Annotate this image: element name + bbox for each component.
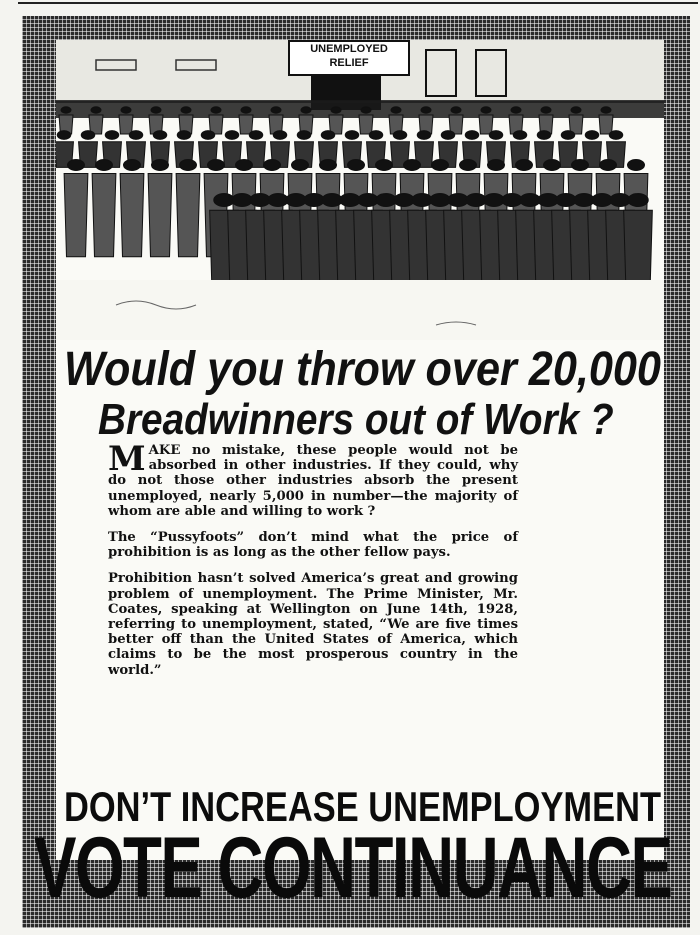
paragraph-1 (108, 439, 518, 519)
paragraph-2: The “Pussyfoots” don’t mind what the price of prohibition is as long as the other fellow pays. (108, 530, 518, 561)
sign-line-2: RELIEF (329, 57, 369, 69)
top-rule (18, 2, 698, 4)
headline-line-2: Breadwinners out of Work ? (98, 395, 614, 444)
body-text (108, 439, 518, 689)
paragraph-1-text: AKE no mistake, these people would not be absorbed in other industries. If they could, why do not those other industries absorb the present unemployed, nearly 5,000 in number—the majority of whom are able and willing to work ? (108, 443, 518, 519)
headline-line-1: Would you throw over 20,000 (64, 343, 661, 396)
unemployed-relief-sign (288, 40, 410, 76)
slogan-dont-increase-unemployment: DON’T INCREASE UNEMPLOYMENT (64, 783, 661, 830)
crowd-illustration (56, 40, 664, 340)
sign-line-1: UNEMPLOYED (310, 43, 388, 55)
slogan-vote-continuance-wrap (34, 820, 696, 916)
slogan-vote-continuance: VOTE CONTINUANCE (34, 820, 672, 916)
drop-cap: M (108, 439, 146, 479)
paragraph-3: Prohibition hasn’t solved America’s great and growing problem of unemployment. The Prime Minister, Mr. Coates, speaking at Wellington on June 14th, 1928, referring to unemployment, stated, “We are five times better off than the United States of America, which claims to be the most prosperous country in the world.” (108, 571, 518, 678)
